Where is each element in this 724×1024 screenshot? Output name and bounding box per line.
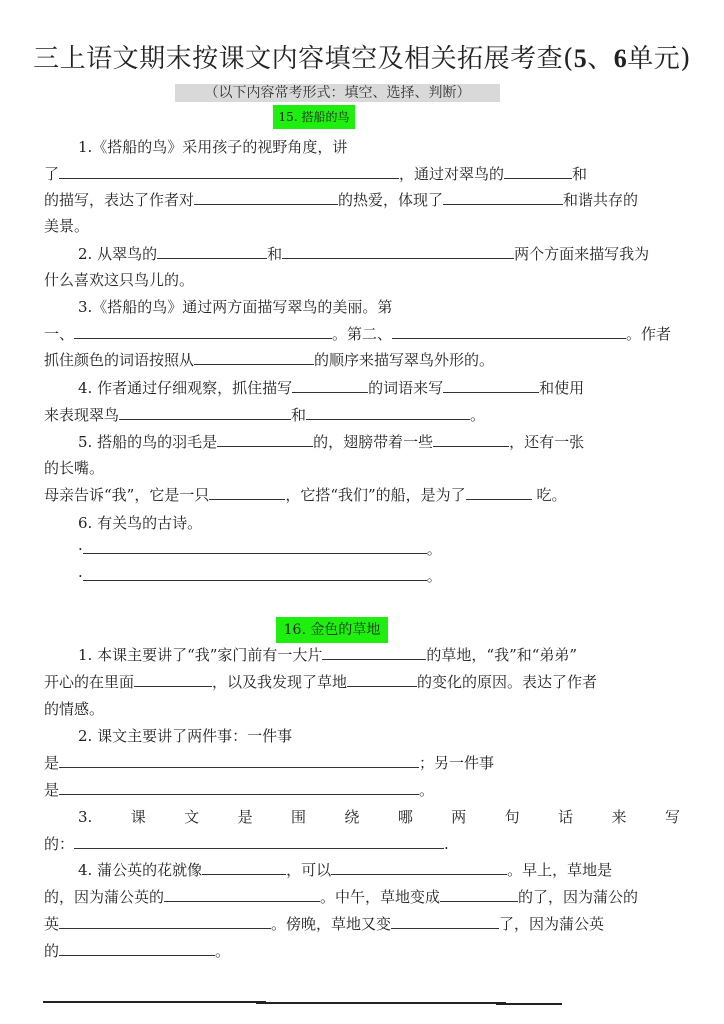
blank[interactable] [466,483,532,500]
blank[interactable] [392,322,626,339]
blank[interactable] [217,430,313,447]
blank[interactable] [292,376,368,393]
blank[interactable] [443,376,539,393]
blank[interactable] [209,483,285,500]
blank[interactable] [347,670,417,687]
q16-2-line3: 是 。 [44,778,434,802]
blank[interactable] [83,564,427,581]
q16-4-line1: 4. 蒲公英的花就像 ，可以 。早上，草地是 [78,858,612,882]
blank[interactable] [164,885,320,902]
blank[interactable] [433,430,509,447]
blank[interactable] [194,348,314,365]
blank[interactable] [391,912,499,929]
blank[interactable] [59,939,215,956]
blank[interactable] [59,912,271,929]
q16-2-line2: 是 ；另一件事 [44,751,494,775]
blank[interactable] [443,188,563,205]
blank[interactable] [74,832,444,849]
blank[interactable] [282,242,514,259]
q16-1-line2: 开心的在里面 ，以及我发现了草地 的变化的原因。表达了作者 [44,670,597,694]
q16-1-line1: 1. 本课主要讲了“我”家门前有一大片 的草地，“我”和“弟弟” [78,643,577,667]
footer-rule-1 [43,1001,266,1003]
footer-rule-2 [256,1002,506,1004]
blank[interactable] [194,188,338,205]
q16-3-line1: 3. 课 文 是 围 绕 哪 两 句 话 来 写 [78,808,680,826]
q15-3-line1: 3.《搭船的鸟》通过两方面描写翠鸟的美丽。第 [78,298,393,316]
q16-1-line3: 的情感。 [44,700,105,718]
q15-5-line2: 的长嘴。 [44,459,105,477]
page-title: 三上语文期末按课文内容填空及相关拓展考查(5、6单元) [33,44,691,74]
blank[interactable] [157,242,267,259]
q15-6-poem1: · 。 [78,537,442,561]
q15-1-line4: 美景。 [44,217,90,235]
q15-1-line2: 了 ，通过对翠鸟的 和 [44,162,587,186]
blank[interactable] [306,403,470,420]
q15-2-line2: 什么喜欢这只鸟儿的。 [44,271,195,289]
blank[interactable] [331,858,507,875]
q15-3-line2: 一、 。第二、 。作者 [44,322,671,346]
q15-1-line1: 1.《搭船的鸟》采用孩子的视野角度，讲 [78,138,348,156]
q15-2-line1: 2. 从翠鸟的 和 两个方面来描写我为 [78,242,649,266]
q16-2-line1: 2. 课文主要讲了两件事：一件事 [78,727,293,745]
blank[interactable] [74,322,332,339]
blank[interactable] [83,537,427,554]
q15-6-poem2: · 。 [78,564,442,588]
blank[interactable] [322,643,426,660]
blank[interactable] [59,778,419,795]
section-heading-16: 16. 金色的草地 [276,617,388,643]
blank[interactable] [59,162,399,179]
exam-format-note: （以下内容常考形式：填空、选择、判断） [175,84,500,102]
q15-5-line1: 5. 搭船的鸟的羽毛是 的，翅膀带着一些 ，还有一张 [78,430,584,454]
q15-6-line1: 6. 有关鸟的古诗。 [78,514,203,532]
q16-4-line3: 英 。傍晚，草地又变 了，因为蒲公英 [44,912,604,936]
q15-3-line3: 抓住颜色的词语按照从 的顺序来描写翠鸟外形的。 [44,348,494,372]
blank[interactable] [202,858,286,875]
q15-5-line3: 母亲告诉“我”，它是一只 ，它搭“我们”的船，是为了 吃。 [44,483,566,507]
section-heading-15: 15. 搭船的鸟 [273,105,355,129]
footer-rule-3 [496,1003,562,1005]
q16-4-line2: 的，因为蒲公英的 。中午，草地变成 的了，因为蒲公的 [44,885,638,909]
blank[interactable] [134,670,212,687]
q15-4-line1: 4. 作者通过仔细观察，抓住描写 的词语来写 和使用 [78,376,584,400]
blank[interactable] [59,751,419,768]
q15-1-line3: 的描写，表达了作者对 的热爱，体现了 和谐共存的 [44,188,638,212]
q16-3-line2: 的： . [44,832,449,856]
q16-4-line4: 的 。 [44,939,230,963]
blank[interactable] [119,403,291,420]
blank[interactable] [504,162,572,179]
q15-4-line2: 来表现翠鸟 和 。 [44,403,485,427]
blank[interactable] [440,885,518,902]
